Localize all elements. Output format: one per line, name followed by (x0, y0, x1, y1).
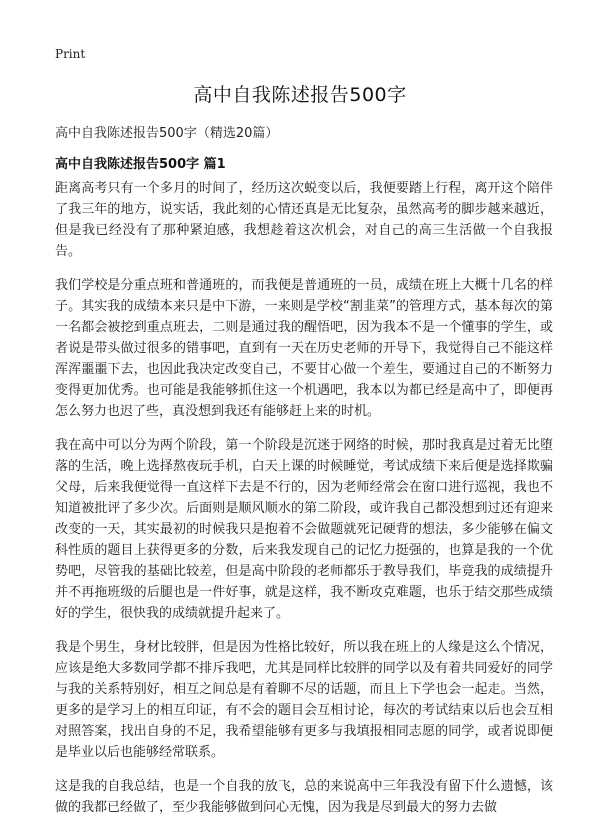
print-link[interactable]: Print (55, 47, 86, 61)
paragraph-1: 距离高考只有一个多月的时间了，经历这次蜕变以后，我便要踏上行程，离开这个陪伴了我三年的地方，说实话，我此刻的心情还真是无比复杂，虽然高考的脚步越来越近，但是我已经没有了那种紧迫感，我想趁着这次机会，对自己的高三生活做一个自我报告。 (55, 181, 553, 259)
paragraph-4: 我是个男生，身材比较胖，但是因为性格比较好，所以我在班上的人缘是这么个情况，应该是绝大多数同学都不排斥我吧，尤其是同样比较胖的同学以及有着共同爱好的同学与我的关系特别好，相互之间总是有着聊不尽的话题，而且上下学也会一起走。当然，更多的是学习上的相互印证，有不会的题目会互相讨论，每次的考试结束以后也会互相对照答案，找出自身的不足，我希望能够有更多与我填报相同志愿的同学，或者说即便是毕业以后也能够经常联系。 (55, 640, 553, 760)
paragraph-5: 这是我的自我总结，也是一个自我的放飞，总的来说高中三年我没有留下什么遗憾，该做的我都已经做了，至少我能够做到问心无愧，因为我是尽到最大的努力去做 (55, 779, 553, 815)
article-body (55, 178, 553, 828)
section-heading: 高中自我陈述报告500字 篇1 (55, 157, 226, 172)
document-subtitle: 高中自我陈述报告500字（精选20篇） (55, 126, 279, 141)
paragraph-3: 我在高中可以分为两个阶段，第一个阶段是沉迷于网络的时候，那时我真是过着无比堕落的生活，晚上选择熬夜玩手机，白天上课的时候睡觉，考试成绩下来后便是选择欺骗父母，后来我便觉得一直这样下去是不行的，因为老师经常会在窗口进行巡视，我也不知道被批评了多少次。后面则是顺风顺水的第二阶段，或许我自己都没想到过还有迎来改变的一天，其实最初的时候我只是抱着不会做题就死记硬背的想法，多少能够在偏文科性质的题目上获得更多的分数，后来我发现自己的记忆力挺强的，也算是我的一个优势吧，尽管我的基础比较差，但是高中阶段的老师都乐于教导我们，毕竟我的成绩提升并不再拖班级的后腿也是一件好事，就是这样，我不断攻克难题，也乐于结交那些成绩好的学生，很快我的成绩就提升起来了。 (55, 438, 553, 621)
paragraph-2: 我们学校是分重点班和普通班的，而我便是普通班的一员，成绩在班上大概十几名的样子。其实我的成绩本来只是中下游，一来则是学校“割韭菜”的管理方式，基本每次的第一名都会被挖到重点班去，二则是通过我的醒悟吧，因为我本不是一个懂事的学生，或者说是带头做过很多的错事吧，直到有一天在历史老师的开导下，我觉得自己不能这样浑浑噩噩下去，也因此我决定改变自己，不要甘心做一个差生，要通过自己的不断努力变得更加优秀。也可能是我能够抓住这一个机遇吧，我本以为都已经是高中了，即便再怎么努力也迟了些，真没想到我还有能够赶上来的时机。 (55, 278, 553, 419)
page-title: 高中自我陈述报告500字 (193, 84, 407, 106)
